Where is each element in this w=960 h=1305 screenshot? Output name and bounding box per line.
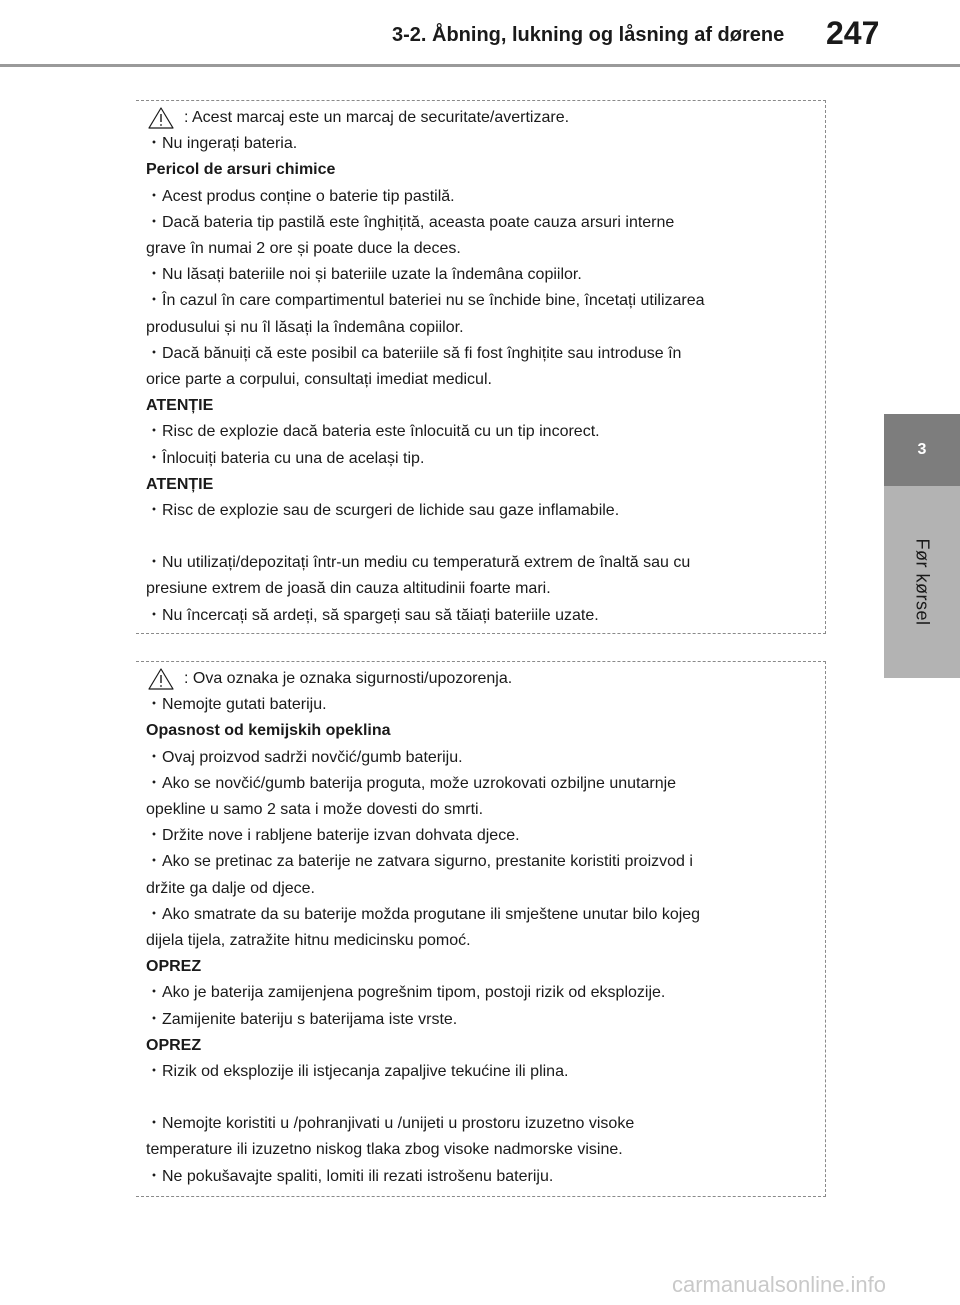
page-number: 247 (826, 15, 880, 51)
subheading: ATENȚIE (146, 397, 214, 415)
text-line: ・Ako je baterija zamijenjena pogrešnim tipom, postoji rizik od eksplozije. (146, 984, 666, 1002)
subheading: Opasnost od kemijskih opeklina (146, 722, 391, 740)
warning-triangle-icon (148, 668, 174, 690)
text-line: produsului și nu îl lăsați la îndemâna copiilor. (146, 318, 464, 336)
text-line: ・Ovaj proizvod sadrži novčić/gumb bateriju. (146, 748, 463, 766)
text-line: držite ga dalje od djece. (146, 879, 315, 897)
text-line: ・Zamijenite bateriju s baterijama iste vrste. (146, 1010, 458, 1028)
text-line: ・În cazul în care compartimentul bateriei nu se închide bine, încetați utilizarea (146, 292, 705, 310)
text-line: ・Dacă bateria tip pastilă este înghițită, aceasta poate cauza arsuri interne (146, 213, 675, 231)
warning-box-croatian (136, 661, 826, 1197)
chapter-label: Før kørsel (912, 538, 933, 626)
warning-box-romanian (136, 100, 826, 634)
warning-intro-line (146, 666, 817, 692)
text-line: ・Risc de explozie sau de scurgeri de lichide sau gaze inflamabile. (146, 502, 620, 520)
text-line: dijela tijela, zatražite hitnu medicinsku pomoć. (146, 932, 471, 950)
text-line: ・Dacă bănuiți că este posibil ca bateriile să fi fost înghițite sau introduse în (146, 344, 682, 362)
text-line: temperature ili izuzetno niskog tlaka zbog visoke nadmorske visine. (146, 1141, 623, 1159)
text-line: presiune extrem de joasă din cauza altitudinii foarte mari. (146, 580, 551, 598)
text-line: ・Držite nove i rabljene baterije izvan dohvata djece. (146, 827, 520, 845)
chapter-label-tab (884, 486, 960, 678)
text-line: ・Risc de explozie dacă bateria este înlocuită cu un tip incorect. (146, 423, 600, 441)
text-line: ・Nu lăsați bateriile noi și bateriile uzate la îndemâna copiilor. (146, 266, 582, 284)
warning-triangle-icon (148, 107, 174, 129)
spacer (146, 524, 817, 550)
spacer (146, 1085, 817, 1111)
text-line: ・Nemojte koristiti u /pohranjivati u /unijeti u prostoru izuzetno visoke (146, 1115, 635, 1133)
text-line: ・Nemojte gutati bateriju. (146, 696, 327, 714)
warning-intro-line (146, 105, 817, 131)
subheading: Pericol de arsuri chimice (146, 161, 336, 179)
warning-intro-text: : Acest marcaj este un marcaj de securitate/avertizare. (184, 109, 570, 126)
text-line: ・Acest produs conține o baterie tip pastilă. (146, 187, 455, 205)
warning-intro-text: : Ova oznaka je oznaka sigurnosti/upozorenja. (184, 670, 513, 687)
text-line: ・Înlocuiți bateria cu una de același tip. (146, 449, 425, 467)
text-line: ・Ako se pretinac za baterije ne zatvara sigurno, prestanite koristiti proizvod i (146, 853, 693, 871)
text-line: ・Ako se novčić/gumb baterija proguta, može uzrokovati ozbiljne unutarnje (146, 774, 677, 792)
subheading: OPREZ (146, 1036, 202, 1054)
subheading: OPREZ (146, 958, 202, 976)
text-line: orice parte a corpului, consultați imediat medicul. (146, 371, 492, 389)
text-line: opekline u samo 2 sata i može dovesti do smrti. (146, 801, 484, 819)
page-header (0, 0, 960, 64)
text-line: ・Nu utilizați/depozitați într-un mediu cu temperatură extrem de înaltă sau cu (146, 554, 691, 572)
section-title: 3-2. Åbning, lukning og låsning af dørene (392, 24, 785, 46)
text-line: ・Ako smatrate da su baterije možda progutane ili smještene unutar bilo kojeg (146, 905, 701, 923)
text-line: ・Rizik od eksplozije ili istjecanja zapaljive tekućine ili plina. (146, 1063, 569, 1081)
chapter-number: 3 (917, 441, 927, 458)
text-line: grave în numai 2 ore și poate duce la deces. (146, 240, 461, 258)
text-line: ・Nu încercați să ardeți, să spargeți sau să tăiați bateriile uzate. (146, 606, 599, 624)
header-divider (0, 64, 960, 67)
text-line: ・Nu ingerați bateria. (146, 135, 298, 153)
chapter-tab (884, 414, 960, 486)
subheading: ATENȚIE (146, 475, 214, 493)
watermark-text: carmanualsonline.info (672, 1272, 887, 1297)
text-line: ・Ne pokušavajte spaliti, lomiti ili rezati istrošenu bateriju. (146, 1167, 554, 1185)
